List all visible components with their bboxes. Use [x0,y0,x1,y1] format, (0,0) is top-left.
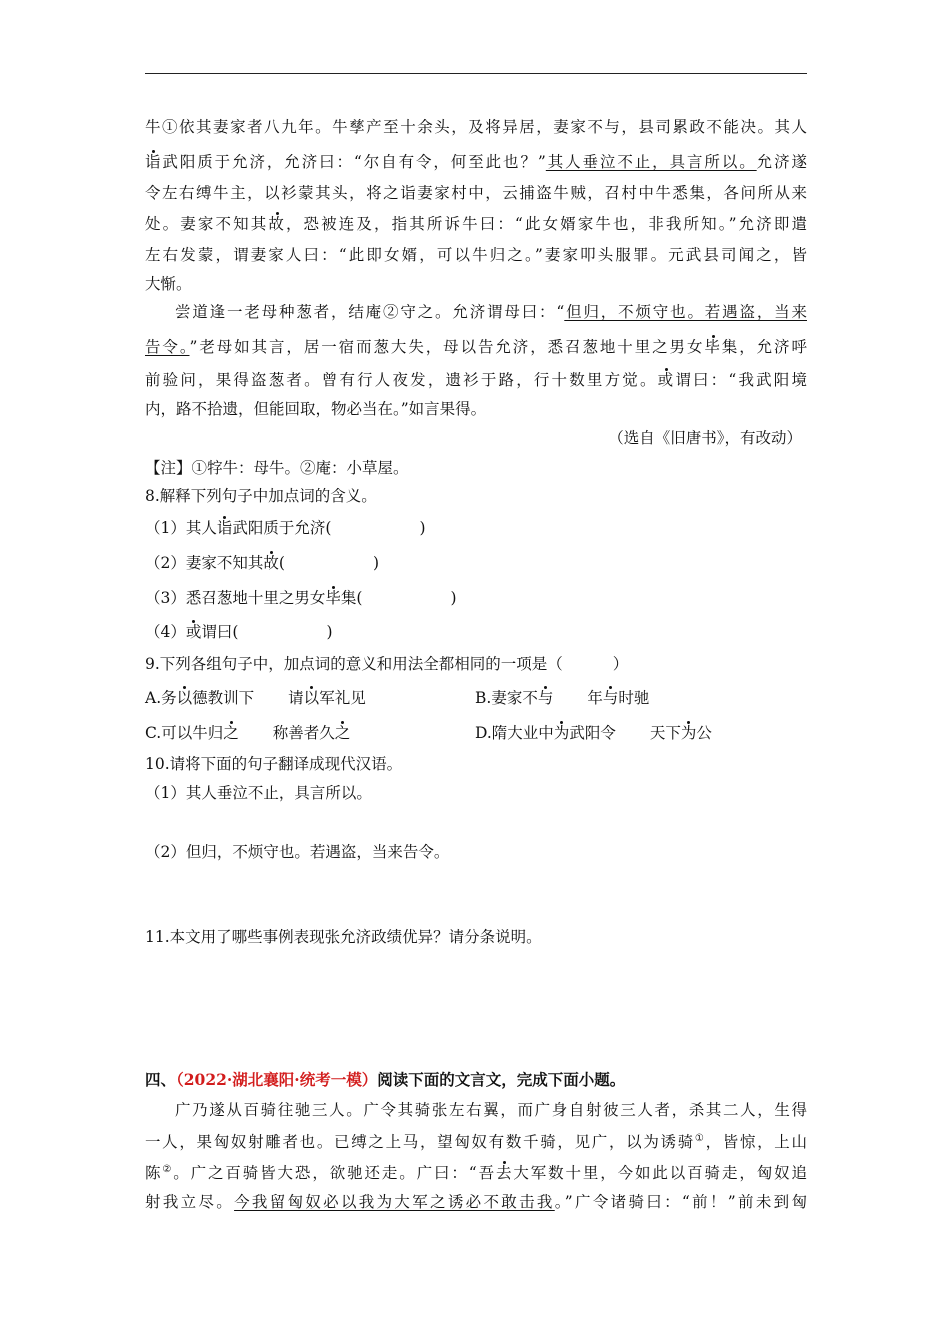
dotted-word: 与 [537,689,554,707]
q9-title [145,654,807,674]
q8-item1 [145,518,807,538]
text-span: 武阳令 [569,724,616,742]
passage-source: （选自《旧唐书》，有改动） [608,429,802,447]
text-span: B.妻家不 [475,689,538,707]
text-span: （3）悉召葱地十里之男女 [145,589,326,607]
underlined-sentence: 今我留匈奴必以我为大军之诱必不敢击我 [234,1193,555,1211]
passage3-line2 [145,152,807,172]
section4-heading [145,1070,807,1090]
text-span: 请 [288,689,304,707]
dotted-word: 去 [495,1164,514,1182]
text-span: ，皆惊，上山 [705,1133,807,1151]
text-span: ) [326,623,333,641]
underlined-sentence: 其人垂泣不止，具言所以。 [545,153,757,171]
passage3-line7 [175,302,807,322]
footnote-mark: ① [694,1132,706,1144]
text-span: ( [278,554,285,572]
passage3-line10: 内，路不拾遗，但能回取，物必当在。”如言果得。 [145,400,487,418]
dotted-word: 或 [657,371,676,389]
text-span: 天下 [649,724,681,742]
text-span: C.可以牛归 [145,724,224,742]
text-span: 德教训下 [192,689,255,707]
text-span: 前验问，果得盗葱者。曾有行人夜发，遗衫于路，行十数里方觉。 [145,371,658,389]
dotted-word: 之 [334,724,351,742]
passage3-line5: 左右发蒙，谓妻家人曰：“此即女婿，可以牛归之。”妻家叩头服罪。元武县司闻之，皆 [145,246,807,264]
dotted-word: 之 [223,724,239,742]
text-span: 公 [696,724,712,742]
dotted-word: 毕 [325,589,341,607]
text-span: ) [372,554,380,572]
text-span: （2）妻家不知其 [145,554,264,572]
text-span: ) [419,519,426,537]
text-span: 军礼见 [319,689,366,707]
q9-option-d [475,723,807,743]
q11-title: 11.本文用了哪些事例表现张允济政绩优异？请分条说明。 [145,928,542,946]
q8-item4 [145,622,807,642]
text-span: 武阳质于允济，允济曰：“尔自有令，何至此也？” [162,153,546,171]
header-rule [145,73,807,74]
q8-title: 8.解释下列句子中加点词的含义。 [145,487,377,505]
text-span: 称善者久 [272,724,335,742]
passage3-line1: 牛①依其妻家者八九年。牛孳产至十余头，及将异居，妻家不与，县司累政不能决。其人 [145,118,807,136]
dotted-word: 以 [303,689,320,707]
text-span: 集( [340,589,363,607]
q8-item2 [145,553,807,573]
text-span: 时驰 [618,689,650,707]
dotted-word: 毕 [704,338,722,356]
section-number: 四、 [145,1070,177,1089]
q8-item3 [145,588,807,608]
text-span: 处。妻家不知其 [145,215,269,233]
text-span: 陈 [145,1164,163,1182]
section4-line3 [145,1163,807,1183]
footnote-mark: ② [162,1163,174,1175]
passage-note: 【注】①牸牛：母牛。②庵：小草屋。 [145,459,409,477]
passage3-line8 [145,337,807,357]
section4-line1: 广乃遂从百骑往驰三人。广令其骑张左右翼，而广身自射彼三人者，杀其二人，生得 [175,1101,807,1119]
q10-title: 10.请将下面的句子翻译成现代汉语。 [145,755,403,773]
exam-source: （2022·湖北襄阳·统考一模） [176,1070,378,1089]
dotted-word: 与 [602,689,619,707]
passage3-line6: 大惭。 [145,275,192,293]
dotted-word: 或 [185,623,202,641]
passage3-line3: 令左右缚牛主，以衫蒙其头，将之诣妻家村中，云捕盗牛贼，召村中牛悉集，各问所从来 [145,184,807,202]
dotted-word: 诣 [145,153,163,171]
dotted-word: 诣 [216,519,233,537]
text-span: ，恐被连及，指其所诉牛曰：“此女婿家牛也，非我所知。”允济即遣 [285,215,807,233]
text-span: ） [612,655,629,673]
q10-item2: （2）但归，不烦守也。若遇盗，当来告令。 [145,843,450,861]
dotted-word: 以 [176,689,193,707]
text-span: ) [450,589,457,607]
text-span: 武阳质于允济( [232,519,332,537]
text-span: 。”广令诸骑曰：“前！”前未到匈 [554,1193,807,1211]
text-span: 9.下列各组句子中，加点词的意义和用法全都相同的一项是（ [145,655,563,673]
text-span: 允济遂 [756,153,807,171]
text-span: 。广之百骑皆大恐，欲驰还走。广曰：“吾 [173,1164,496,1182]
underlined-sentence: 但归，不烦守也。若遇盗，当来 [564,303,807,321]
passage3-line4 [145,214,807,234]
section4-line2 [145,1132,807,1152]
dotted-word: 为 [553,724,570,742]
text-span: 集，允济呼 [721,338,807,356]
dotted-word: 故 [268,215,286,233]
passage3-line9 [145,370,807,390]
text-span: 年 [587,689,603,707]
text-span: 谓曰( [201,623,239,641]
text-span: 谓曰：“我武阳境 [675,371,807,389]
text-span: （4） [145,623,186,641]
text-span: 一人，果匈奴射雕者也。已缚之上马，望匈奴有数千骑，见广，以为诱骑 [145,1133,695,1151]
q10-item1: （1）其人垂泣不止，具言所以。 [145,784,372,802]
text-span: D.隋大业中 [475,724,554,742]
text-span: 尝道逢一老母种葱者，结庵②守之。允济谓母曰：“ [175,303,565,321]
dotted-word: 为 [680,724,697,742]
underlined-sentence: 告令。 [145,338,190,356]
text-span: A.务 [145,689,177,707]
text-span: 大军数十里，今如此以百骑走，匈奴追 [513,1164,807,1182]
dotted-word: 故 [263,554,279,572]
text-span: （1）其人 [145,519,217,537]
section-instruction: 阅读下面的文言文，完成下面小题。 [377,1070,626,1089]
text-span: 射我立尽。 [145,1193,235,1211]
section4-line4 [145,1192,807,1212]
q9-option-b [475,688,807,708]
text-span: ”老母如其言，居一宿而葱大失，母以告允济，悉召葱地十里之男女 [189,338,705,356]
